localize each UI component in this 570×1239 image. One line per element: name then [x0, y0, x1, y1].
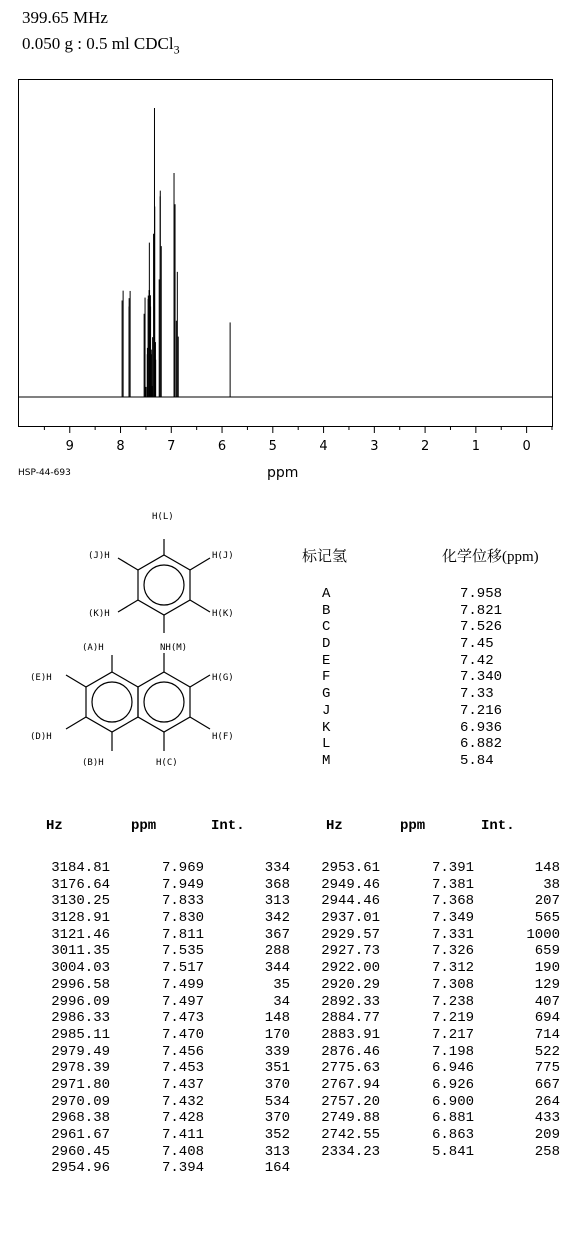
peak-intensity: 367	[264, 926, 290, 943]
peak-header-hz-left: Hz	[46, 818, 63, 834]
peak-intensity: 190	[534, 960, 560, 977]
peak-intensity: 129	[534, 976, 560, 993]
peak-intensity: 352	[264, 1127, 290, 1143]
peak-intensity: 522	[534, 1043, 560, 1060]
peak-intensity: 775	[534, 1060, 560, 1077]
peak-row	[22, 1027, 292, 1044]
peak-intensity: 38	[543, 876, 560, 893]
assignment-row	[300, 720, 570, 737]
peak-ppm: 7.456	[161, 1043, 204, 1060]
peak-row	[292, 910, 562, 927]
peak-ppm: 7.830	[161, 910, 204, 927]
peak-row	[292, 1027, 562, 1044]
struct-label-AH: (A)H	[82, 643, 104, 653]
struct-label-DH: (D)H	[30, 732, 52, 742]
peak-hz: 2986.33	[51, 1010, 110, 1027]
peak-intensity: 170	[264, 1026, 290, 1043]
peak-ppm: 7.969	[161, 860, 204, 876]
peak-header-int-right: Int.	[481, 818, 515, 834]
peak-ppm: 7.432	[161, 1093, 204, 1110]
peak-row	[292, 994, 562, 1011]
peak-hz: 2979.49	[51, 1043, 110, 1060]
peak-row	[22, 977, 292, 994]
peak-ppm: 7.949	[161, 876, 204, 893]
assignment-row	[300, 736, 570, 753]
spectrometer-frequency: 399.65 MHz	[22, 8, 108, 27]
peak-intensity: 565	[534, 910, 560, 927]
phenyl-aromatic-circle	[144, 565, 184, 605]
peak-intensity: 288	[264, 943, 290, 960]
x-tick-label: 3	[370, 439, 379, 454]
peak-ppm: 7.497	[161, 993, 204, 1010]
peak-row	[22, 1144, 292, 1161]
peak-hz: 3004.03	[51, 960, 110, 977]
struct-label-KH-left: (K)H	[88, 609, 110, 619]
x-tick-label: 5	[268, 439, 277, 454]
peak-ppm: 7.238	[431, 993, 474, 1010]
peak-row	[22, 1094, 292, 1111]
assignment-label: B	[322, 602, 331, 619]
peak-row	[292, 1094, 562, 1111]
assignment-row	[300, 603, 570, 620]
assignment-shift: 7.33	[460, 686, 494, 703]
assignment-label: A	[322, 586, 331, 602]
peak-hz: 3121.46	[51, 926, 110, 943]
peak-intensity: 370	[264, 1110, 290, 1127]
assignment-header-hydrogen: 标记氢	[302, 549, 348, 565]
peak-intensity: 714	[534, 1026, 560, 1043]
peak-hz: 2937.01	[321, 910, 380, 927]
peak-ppm: 7.428	[161, 1110, 204, 1127]
peak-row	[22, 1010, 292, 1027]
peak-row	[292, 977, 562, 994]
peak-intensity: 334	[264, 860, 290, 876]
assignment-row	[300, 669, 570, 686]
peak-hz: 2767.94	[321, 1076, 380, 1093]
peak-row	[22, 960, 292, 977]
peak-ppm: 7.331	[431, 926, 474, 943]
naphthalene-right-ring	[138, 672, 190, 732]
peak-ppm: 6.863	[431, 1127, 474, 1143]
assignment-label: F	[322, 669, 331, 686]
peak-row	[292, 860, 562, 877]
peak-row	[292, 877, 562, 894]
peak-ppm: 5.841	[431, 1143, 474, 1160]
peak-intensity: 370	[264, 1076, 290, 1093]
assignment-shift: 7.340	[460, 669, 503, 686]
assignment-shift: 5.84	[460, 752, 494, 769]
peak-ppm: 7.833	[161, 893, 204, 910]
assignment-shift: 7.45	[460, 636, 494, 653]
peak-ppm: 7.308	[431, 976, 474, 993]
peak-hz: 3130.25	[51, 893, 110, 910]
peak-intensity: 1000	[526, 926, 560, 943]
peak-ppm: 7.381	[431, 876, 474, 893]
peak-ppm: 7.312	[431, 960, 474, 977]
peak-hz: 2978.39	[51, 1060, 110, 1077]
assignment-row	[300, 619, 570, 636]
peak-row	[292, 960, 562, 977]
assignment-row	[300, 586, 570, 603]
peak-hz: 2876.46	[321, 1043, 380, 1060]
struct-label-HG: H(G)	[212, 673, 234, 683]
peak-hz: 2929.57	[321, 926, 380, 943]
peak-ppm: 7.349	[431, 910, 474, 927]
struct-label-BH: (B)H	[82, 758, 104, 768]
peak-intensity: 344	[264, 960, 290, 977]
peak-hz: 2944.46	[321, 893, 380, 910]
struct-label-HF: H(F)	[212, 732, 234, 742]
peak-hz: 2949.46	[321, 876, 380, 893]
assignment-label: G	[322, 686, 331, 703]
x-tick-label: 0	[522, 439, 531, 454]
peak-ppm: 7.219	[431, 1010, 474, 1027]
x-tick-label: 1	[471, 439, 480, 454]
peak-ppm: 7.408	[161, 1143, 204, 1160]
assignment-shift: 6.936	[460, 719, 503, 736]
sample-text: 0.050 g : 0.5 ml CDCl	[22, 34, 174, 53]
peak-row	[22, 1160, 292, 1177]
peak-row	[22, 893, 292, 910]
spectrum-code: HSP-44-693	[18, 468, 71, 478]
peak-row	[22, 1127, 292, 1144]
x-tick-label: 2	[420, 439, 430, 454]
peak-hz: 2883.91	[321, 1026, 380, 1043]
assignment-label: D	[322, 636, 331, 653]
peak-ppm: 7.198	[431, 1043, 474, 1060]
peak-intensity: 258	[534, 1143, 560, 1160]
peak-intensity: 342	[264, 910, 290, 927]
struct-label-EH: (E)H	[30, 673, 52, 683]
peak-ppm: 7.499	[161, 976, 204, 993]
assignment-label: M	[322, 752, 331, 769]
peak-hz: 3184.81	[51, 860, 110, 876]
peak-row	[292, 1077, 562, 1094]
assignment-shift: 7.42	[460, 652, 494, 669]
peak-ppm: 6.900	[431, 1093, 474, 1110]
peak-header-hz-right: Hz	[326, 818, 343, 834]
peak-row	[292, 1060, 562, 1077]
peak-hz: 2985.11	[51, 1026, 110, 1043]
peak-intensity: 148	[534, 860, 560, 876]
peak-row	[22, 860, 292, 877]
peak-ppm: 6.946	[431, 1060, 474, 1077]
molecular-structure	[0, 505, 300, 805]
x-axis-label: ppm	[267, 465, 299, 481]
struct-label-HK-right: H(K)	[212, 609, 234, 619]
assignment-row	[300, 753, 570, 770]
peak-intensity: 313	[264, 893, 290, 910]
peak-intensity: 368	[264, 876, 290, 893]
peak-row	[22, 994, 292, 1011]
x-tick-label: 6	[217, 439, 227, 454]
peak-column-left	[22, 860, 292, 1177]
peak-intensity: 659	[534, 943, 560, 960]
assignment-row	[300, 653, 570, 670]
peak-hz: 2960.45	[51, 1143, 110, 1160]
peak-hz: 2961.67	[51, 1127, 110, 1143]
peak-ppm: 7.394	[161, 1160, 204, 1177]
assignment-label: C	[322, 619, 331, 636]
peak-intensity: 433	[534, 1110, 560, 1127]
assignment-label: E	[322, 652, 331, 669]
x-tick-label: 9	[65, 439, 74, 454]
peak-hz: 2996.09	[51, 993, 110, 1010]
assignment-header-shift: 化学位移(ppm)	[442, 549, 539, 565]
peak-row	[292, 1110, 562, 1127]
peak-hz: 2971.80	[51, 1076, 110, 1093]
peak-intensity: 339	[264, 1043, 290, 1060]
peak-hz: 2920.29	[321, 976, 380, 993]
assignment-list	[300, 586, 570, 770]
assignment-shift: 7.958	[460, 586, 503, 602]
peak-hz: 2954.96	[51, 1160, 110, 1177]
struct-label-HJ-right: H(J)	[212, 551, 234, 561]
peak-row	[22, 1110, 292, 1127]
naphthalene-right-circle	[144, 682, 184, 722]
peak-hz: 2749.88	[321, 1110, 380, 1127]
peak-ppm: 7.453	[161, 1060, 204, 1077]
peak-ppm: 7.368	[431, 893, 474, 910]
assignment-shift: 7.821	[460, 602, 503, 619]
peak-intensity: 667	[534, 1076, 560, 1093]
peak-intensity: 164	[264, 1160, 290, 1177]
phenyl-ring	[138, 555, 190, 615]
plot-frame	[19, 80, 553, 427]
struct-label-HL: H(L)	[152, 512, 174, 522]
sample-subscript: 3	[173, 42, 180, 57]
peak-ppm: 7.391	[431, 860, 474, 876]
assignment-row	[300, 636, 570, 653]
peak-ppm: 7.326	[431, 943, 474, 960]
peak-header-int-left: Int.	[211, 818, 245, 834]
assignment-label: L	[322, 736, 331, 753]
peak-ppm: 7.517	[161, 960, 204, 977]
struct-label-NHM: NH(M)	[160, 643, 188, 653]
struct-label-HC: H(C)	[156, 758, 178, 768]
peak-hz: 2996.58	[51, 976, 110, 993]
peak-hz: 2922.00	[321, 960, 380, 977]
peak-intensity: 407	[534, 993, 560, 1010]
peak-hz: 2970.09	[51, 1093, 110, 1110]
peak-ppm: 7.217	[431, 1026, 474, 1043]
peak-row	[22, 1044, 292, 1061]
peak-hz: 2968.38	[51, 1110, 110, 1127]
peak-intensity: 264	[534, 1093, 560, 1110]
peak-ppm: 6.881	[431, 1110, 474, 1127]
peak-row	[22, 1060, 292, 1077]
peak-hz: 2953.61	[321, 860, 380, 876]
struct-label-JH-left: (J)H	[88, 551, 110, 561]
assignment-row	[300, 703, 570, 720]
peak-intensity: 148	[264, 1010, 290, 1027]
peak-intensity: 313	[264, 1143, 290, 1160]
assignment-row	[300, 686, 570, 703]
peak-hz: 2334.23	[321, 1143, 380, 1160]
peak-hz: 3176.64	[51, 876, 110, 893]
peak-intensity: 34	[273, 993, 290, 1010]
peak-row	[22, 1077, 292, 1094]
peak-row	[292, 1044, 562, 1061]
peak-ppm: 7.437	[161, 1076, 204, 1093]
naphthalene-left-ring	[86, 672, 138, 732]
assignment-label: J	[322, 702, 331, 719]
peak-hz: 2884.77	[321, 1010, 380, 1027]
peak-ppm: 7.811	[161, 926, 204, 943]
assignment-shift: 7.526	[460, 619, 503, 636]
x-tick-label: 8	[116, 439, 125, 454]
peak-intensity: 534	[264, 1093, 290, 1110]
peak-hz: 2742.55	[321, 1127, 380, 1143]
assignment-label: K	[322, 719, 331, 736]
peak-ppm: 7.535	[161, 943, 204, 960]
peak-hz: 2892.33	[321, 993, 380, 1010]
x-tick-label: 7	[167, 439, 176, 454]
peak-row	[292, 927, 562, 944]
nmr-spectrum-chart	[0, 0, 570, 465]
peak-ppm: 7.411	[161, 1127, 204, 1143]
peak-hz: 2757.20	[321, 1093, 380, 1110]
peak-hz: 2775.63	[321, 1060, 380, 1077]
peak-row	[22, 910, 292, 927]
peak-row	[292, 1010, 562, 1027]
assignment-shift: 6.882	[460, 736, 503, 753]
peak-row	[292, 1144, 562, 1161]
naphthalene-left-circle	[92, 682, 132, 722]
peak-hz: 3128.91	[51, 910, 110, 927]
peak-ppm: 7.470	[161, 1026, 204, 1043]
peak-intensity: 209	[534, 1127, 560, 1143]
peak-row	[292, 943, 562, 960]
peak-row	[292, 1127, 562, 1144]
peak-row	[22, 927, 292, 944]
peak-ppm: 7.473	[161, 1010, 204, 1027]
peak-row	[22, 943, 292, 960]
peak-header-ppm-left: ppm	[131, 818, 157, 834]
peak-row	[292, 893, 562, 910]
peak-row	[22, 877, 292, 894]
peak-intensity: 351	[264, 1060, 290, 1077]
peak-header-ppm-right: ppm	[400, 818, 426, 834]
peak-ppm: 6.926	[431, 1076, 474, 1093]
peak-hz: 2927.73	[321, 943, 380, 960]
peak-intensity: 694	[534, 1010, 560, 1027]
x-tick-label: 4	[319, 439, 328, 454]
peak-intensity: 207	[534, 893, 560, 910]
peak-intensity: 35	[273, 976, 290, 993]
peak-column-right	[292, 860, 562, 1160]
peak-hz: 3011.35	[51, 943, 110, 960]
assignment-shift: 7.216	[460, 702, 503, 719]
